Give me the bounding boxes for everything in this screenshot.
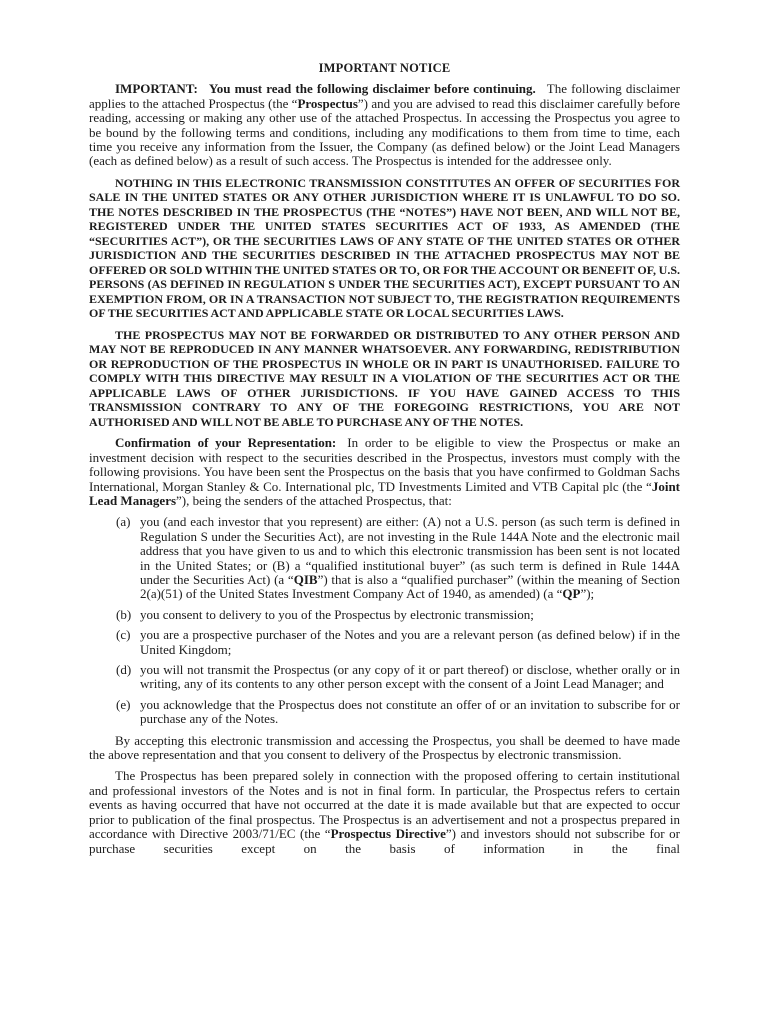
defined-term-prospectus-directive: Prospectus Directive — [330, 826, 446, 842]
representation-list — [89, 515, 680, 726]
distribution-notice-paragraph: THE PROSPECTUS MAY NOT BE FORWARDED OR DISTRIBUTED TO ANY OTHER PERSON AND MAY NOT BE REPRODUCED IN ANY MANNER WHATSOEVER. ANY FORWARDING, REDISTRIBUTION OR REPRODUCTION OF THE PROSPECTUS IN WHOLE OR IN PART IS UNAUTHORISED. FAILURE TO COMPLY WITH THIS DIRECTIVE MAY RESULT IN A VIOLATION OF THE SECURITIES ACT OR THE APPLICABLE LAWS OF OTHER JURISDICTIONS. IF YOU HAVE GAINED ACCESS TO THIS TRANSMISSION CONTRARY TO ANY OF THE FOREGOING RESTRICTIONS, YOU ARE NOT AUTHORISED AND WILL NOT BE ABLE TO PURCHASE ANY OF THE NOTES. — [89, 327, 680, 429]
list-item-text: you are a prospective purchaser of the Notes and you are a relevant person (as defined below) if in the United Kingdom; — [140, 627, 680, 657]
list-item-text: you consent to delivery to you of the Prospectus by electronic transmission; — [140, 606, 534, 622]
intro-text-end: ”) and you are advised to read this disclaimer carefully before reading, accessing or making any other use of the attached Prospectus. In accessing the Prospectus you agree to be bound by the following terms and conditions, including any modifications to them from time to time, each time you receive any information from the Issuer, the Company (as defined below) or the Joint Lead Managers (each as defined below) as a result of such access. The Prospectus is intended for the addressee only. — [89, 95, 680, 169]
confirmation-text-start: In order to be eligible to view the Prospectus or make an investment decision with respect to the securities described in the Prospectus, investors must comply with the following provisions. You have been sent the Prospectus on the basis that you have confirmed to Goldman Sachs International, Morgan Stanley & Co. International plc, TD Investments Limited and VTB Capital plc (the “ — [89, 435, 680, 494]
intro-paragraph — [89, 82, 680, 168]
list-item — [89, 698, 680, 727]
important-label: IMPORTANT: — [115, 81, 198, 97]
list-item-text — [140, 515, 680, 601]
acceptance-paragraph: By accepting this electronic transmission and accessing the Prospectus, you shall be deemed to have made the above representation and that you consent to delivery of the Prospectus by electronic transmission. — [89, 732, 680, 763]
list-item-label: (d) — [116, 662, 132, 678]
list-item-label: (e) — [116, 696, 131, 712]
preparation-text-end: ”) and investors should not subscribe for or purchase securities except on the basis of information in the final — [89, 826, 680, 856]
defined-term-joint-lead-managers: Joint Lead Managers — [89, 478, 680, 508]
offer-notice-paragraph: NOTHING IN THIS ELECTRONIC TRANSMISSION CONSTITUTES AN OFFER OF SECURITIES FOR SALE IN THE UNITED STATES OR ANY OTHER JURISDICTION WHERE IT IS UNLAWFUL TO DO SO. THE NOTES DESCRIBED IN THE PROSPECTUS (THE “NOTES”) HAVE NOT BEEN, AND WILL NOT BE, REGISTERED UNDER THE UNITED STATES SECURITIES ACT OF 1933, AS AMENDED (THE “SECURITIES ACT”), OR THE SECURITIES LAWS OF ANY STATE OF THE UNITED STATES OR OTHER JURISDICTION AND THE SECURITIES DESCRIBED IN THE ATTACHED PROSPECTUS MAY NOT BE OFFERED OR SOLD WITHIN THE UNITED STATES OR TO, OR FOR THE ACCOUNT OR BENEFIT OF, U.S. PERSONS (AS DEFINED IN REGULATION S UNDER THE SECURITIES ACT), EXCEPT PURSUANT TO AN EXEMPTION FROM, OR IN A TRANSACTION NOT SUBJECT TO, THE REGISTRATION REQUIREMENTS OF THE SECURITIES ACT AND APPLICABLE STATE OR LOCAL SECURITIES LAWS. — [89, 175, 680, 321]
list-item-text: you acknowledge that the Prospectus does not constitute an offer of or an invitation to subscribe for or purchase any of the Notes. — [140, 696, 680, 727]
list-item-text: you will not transmit the Prospectus (or any copy of it or part thereof) or disclose, whether orally or in writing, any of its contents to any other person except with the consent of a Joint Lead Manager; and — [140, 662, 680, 692]
item-text-part: ”) that is also a “qualified purchaser” (within the meaning of Section 2(a)(51) of the United States Investment Company Act of 1940, as amended) (a “ — [140, 572, 680, 602]
defined-term-qp: QP — [562, 586, 581, 602]
list-item — [89, 608, 680, 622]
preparation-text-start: The Prospectus has been prepared solely in connection with the proposed offering to certain institutional and professional investors of the Notes and is not in final form. In particular, the Prospectus refers to certain events as having occurred that have not occurred at the date it is made available but that are expected to occur prior to publication of the final prospectus. The Prospectus is an advertisement and not a prospectus prepared in accordance with Directive 2003/71/EC (the “ — [89, 768, 680, 842]
list-item — [89, 663, 680, 692]
confirmation-paragraph — [89, 436, 680, 508]
list-item-label: (a) — [116, 514, 131, 530]
list-item-label: (c) — [116, 627, 131, 643]
list-item-label: (b) — [116, 606, 132, 622]
item-text-part: you (and each investor that you represent) are either: (A) not a U.S. person (as such term is defined in Regulation S under the Securities Act), are not investing in the Rule 144A Note and the electronic mail address that you have given to us and to which this electronic transmission has been sent is not located in the United States; or (B) a “qualified institutional buyer” (as such term is defined in Rule 144A under the Securities Act) (a “ — [140, 514, 680, 587]
confirmation-text-end: ”), being the senders of the attached Prospectus, that: — [176, 492, 452, 508]
list-item — [89, 628, 680, 657]
confirmation-label: Confirmation of your Representation: — [115, 435, 337, 451]
intro-text-start: The following disclaimer applies to the attached Prospectus (the “ — [89, 81, 680, 111]
defined-term-qib: QIB — [293, 572, 318, 587]
lead-sentence: You must read the following disclaimer before continuing. — [208, 81, 536, 97]
list-item — [89, 515, 680, 601]
document-body — [89, 61, 680, 863]
notice-title: IMPORTANT NOTICE — [318, 61, 451, 75]
item-text-part: ”); — [580, 586, 595, 602]
preparation-paragraph — [89, 769, 680, 855]
defined-term-prospectus: Prospectus — [297, 95, 358, 111]
